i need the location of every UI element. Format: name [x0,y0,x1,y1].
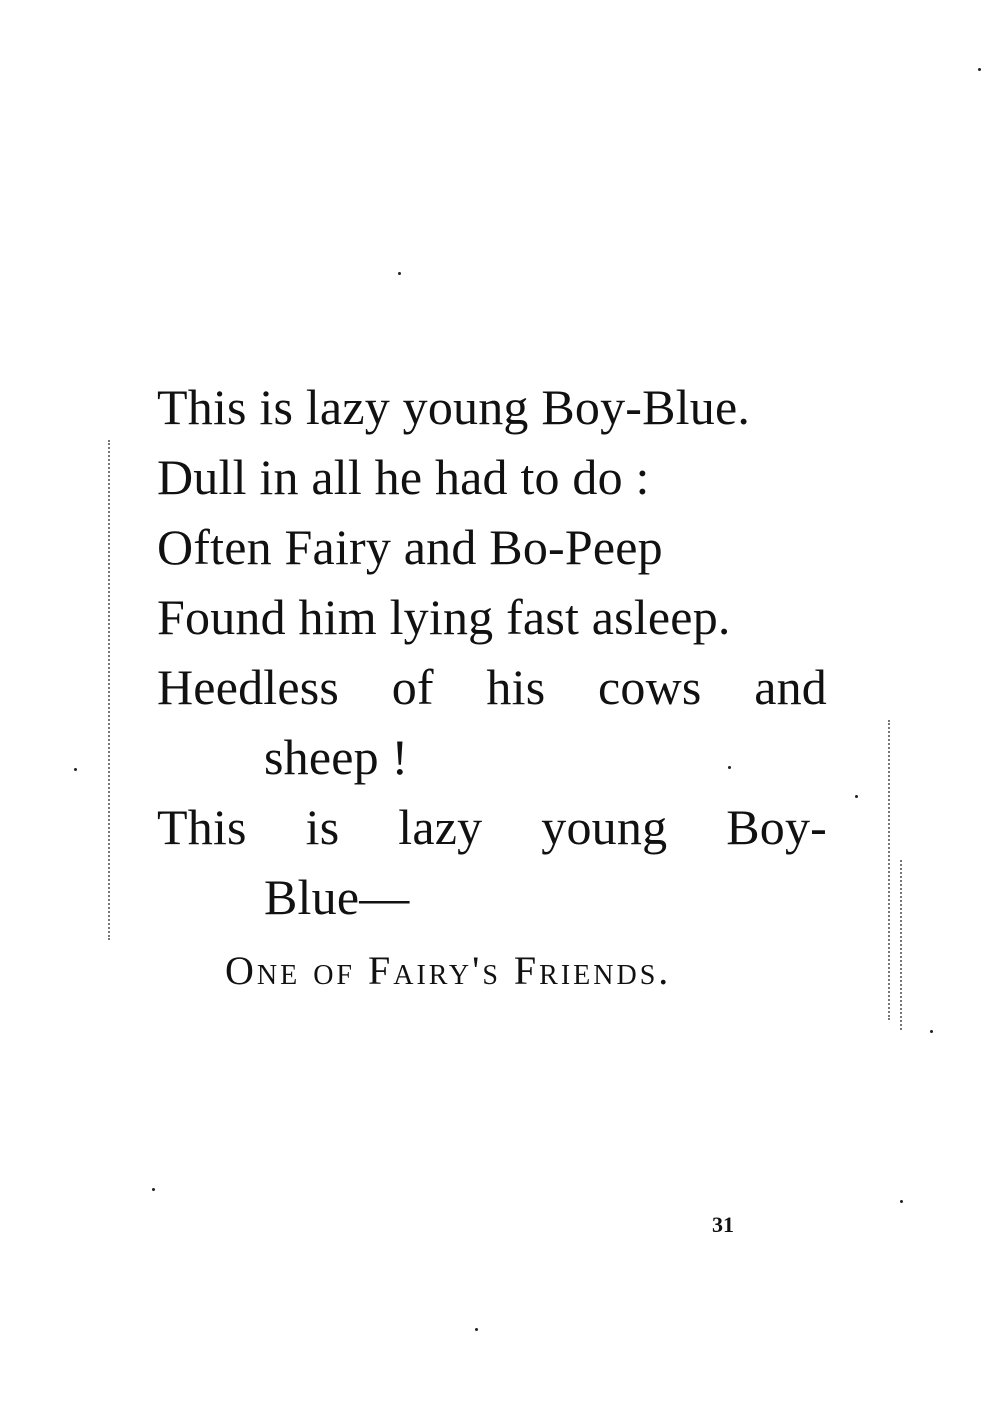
scan-speck [398,272,401,275]
scan-edge-mark [888,720,890,1020]
attribution: One of Fairy's Friends. [225,948,672,993]
scan-edge-mark [900,860,902,1030]
poem-line: Blue— [264,869,410,925]
scan-speck [855,795,858,798]
poem-line: Dull in all he had to do : [157,449,650,505]
poem-line: This is lazy young Boy- [157,799,827,855]
scan-speck [930,1030,933,1033]
scan-speck [475,1328,478,1331]
page-number: 31 [712,1212,734,1237]
scan-speck [728,766,731,769]
poem-line: sheep ! [264,729,409,785]
scan-speck [978,68,981,71]
scan-edge-mark [108,440,110,940]
poem-line: Often Fairy and Bo-Peep [157,519,663,575]
poem-line: Heedless of his cows and [157,659,827,715]
poem-line: Found him lying fast asleep. [157,589,731,645]
scan-speck [74,768,77,771]
poem-line: This is lazy young Boy-Blue. [157,379,751,435]
poem [157,372,827,932]
scan-speck [900,1200,903,1203]
scan-speck [152,1188,155,1191]
